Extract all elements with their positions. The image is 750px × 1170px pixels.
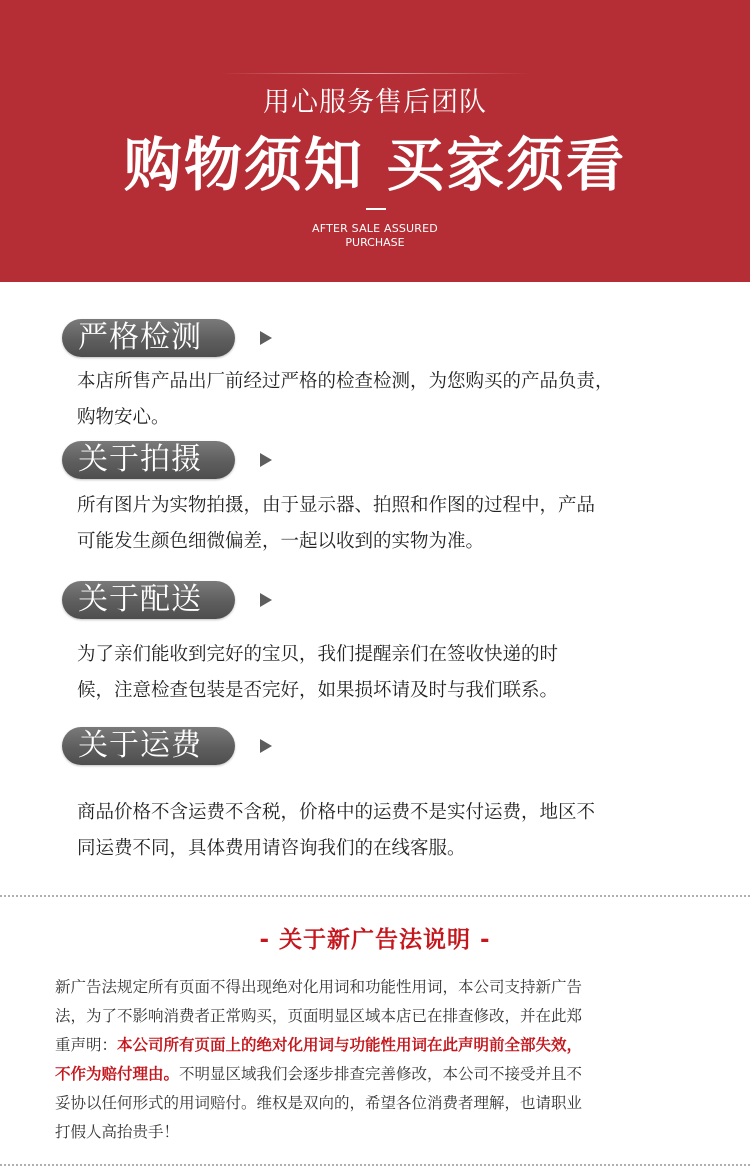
notice-emphasis: 本公司所有页面上的绝对化用词与功能性用词在此声明前全部失效， xyxy=(117,1036,583,1054)
banner-english-line2: PURCHASE xyxy=(345,236,405,249)
section-text-line: 候，注意检查包装是否完好，如果损坏请及时与我们联系。 xyxy=(77,680,559,701)
banner-subtitle: 用心服务售后团队 xyxy=(263,87,487,118)
section-label-shipping: 关于运费 xyxy=(62,727,235,765)
banner-title: 购物须知 买家须看 xyxy=(123,131,627,199)
section-label-inspection: 严格检测 xyxy=(62,319,235,357)
section-text-shipping xyxy=(77,795,697,867)
section-text-line: 同运费不同，具体费用请咨询我们的在线客服。 xyxy=(77,838,466,859)
notice-text: 重声明： xyxy=(55,1036,118,1054)
decorative-line xyxy=(220,73,530,74)
notice-line: 新广告法规定所有页面不得出现绝对化用词和功能性用词，本公司支持新广告 xyxy=(55,978,583,996)
banner-english-line1: AFTER SALE ASSURED xyxy=(312,222,438,235)
arrow-right-icon xyxy=(260,739,272,753)
notice-text: 不明显区域我们会逐步排查完善修改，本公司不接受并且不 xyxy=(179,1065,583,1083)
notice-body xyxy=(55,973,700,1147)
arrow-right-icon xyxy=(260,331,272,345)
notice-line xyxy=(55,1031,700,1060)
section-label-photography: 关于拍摄 xyxy=(62,441,235,479)
section-text-delivery xyxy=(77,637,697,709)
arrow-right-icon xyxy=(260,593,272,607)
section-text-photography xyxy=(77,488,697,560)
header-banner xyxy=(0,0,750,282)
section-text-inspection xyxy=(77,364,697,436)
notice-line: 妥协以任何形式的用词赔付。维权是双向的，希望各位消费者理解，也请职业 xyxy=(55,1094,583,1112)
section-text-line: 可能发生颜色细微偏差，一起以收到的实物为准。 xyxy=(77,531,485,552)
notice-emphasis: 不作为赔付理由。 xyxy=(55,1065,180,1083)
section-label-delivery: 关于配送 xyxy=(62,581,235,619)
notice-line: 打假人高抬贵手！ xyxy=(55,1123,180,1141)
dotted-divider xyxy=(0,895,750,897)
dotted-divider xyxy=(0,1164,750,1166)
section-text-line: 购物安心。 xyxy=(77,407,170,428)
section-text-line: 所有图片为实物拍摄，由于显示器、拍照和作图的过程中，产品 xyxy=(77,495,596,516)
section-text-line: 商品价格不含运费不含税，价格中的运费不是实付运费，地区不 xyxy=(77,802,596,823)
notice-line: 法，为了不影响消费者正常购买，页面明显区域本店已在排查修改，并在此郑 xyxy=(55,1007,583,1025)
notice-line xyxy=(55,1060,700,1089)
arrow-right-icon xyxy=(260,453,272,467)
decorative-dash xyxy=(366,208,386,210)
notice-title: - 关于新广告法说明 - xyxy=(259,927,491,953)
section-text-line: 本店所售产品出厂前经过严格的检查检测，为您购买的产品负责， xyxy=(77,371,614,392)
section-text-line: 为了亲们能收到完好的宝贝，我们提醒亲们在签收快递的时 xyxy=(77,644,559,665)
